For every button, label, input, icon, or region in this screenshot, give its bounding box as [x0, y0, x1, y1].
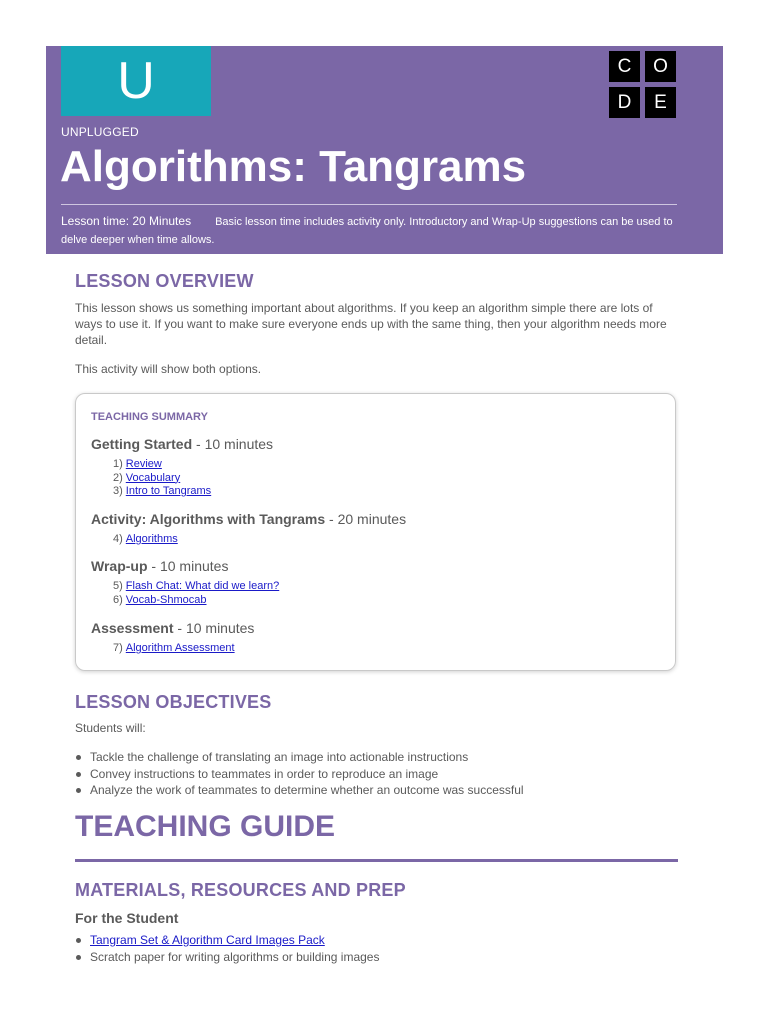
overview-paragraph-2: This activity will show both options.: [75, 362, 262, 376]
lesson-header: [46, 46, 723, 254]
logo-letter-c: C: [609, 51, 640, 82]
lesson-time: [61, 212, 681, 249]
list-item: 1) Review: [113, 458, 162, 470]
section-duration: - 20 minutes: [325, 511, 407, 527]
unplugged-badge: U: [61, 46, 211, 116]
objectives-heading: LESSON OBJECTIVES: [75, 692, 272, 712]
list-item: 3) Intro to Tangrams: [113, 485, 212, 497]
list-item: 2) Vocabulary: [113, 471, 181, 484]
summary-section-getting-started: [91, 436, 273, 452]
summary-section-assessment: [91, 620, 254, 636]
list-item: Convey instructions to teammates in order to reproduce an image: [75, 766, 524, 783]
section-duration: - 10 minutes: [173, 620, 255, 636]
vocab-shmocab-link[interactable]: Vocab-Shmocab: [125, 593, 207, 606]
section-title: Wrap-up: [91, 558, 148, 574]
logo-letter-e: E: [645, 87, 676, 118]
objectives-list: [75, 749, 524, 799]
materials-heading: MATERIALS, RESOURCES AND PREP: [75, 880, 406, 900]
list-item: Scratch paper for writing algorithms or building images: [75, 949, 379, 966]
lesson-category: UNPLUGGED: [61, 125, 139, 139]
section-title: Assessment: [91, 620, 174, 636]
student-materials-list: [75, 932, 379, 965]
student-heading: For the Student: [75, 910, 179, 926]
summary-items-wrap-up: [113, 580, 279, 607]
summary-items-assessment: [113, 642, 235, 656]
vocabulary-link[interactable]: Vocabulary: [125, 471, 181, 484]
summary-items-activity: [113, 533, 178, 547]
teaching-guide-divider: [75, 859, 678, 862]
code-logo: [609, 51, 677, 119]
logo-letter-d: D: [609, 87, 640, 118]
flash-chat-link[interactable]: Flash Chat: What did we learn?: [125, 580, 280, 592]
section-title: Getting Started: [91, 436, 193, 452]
page-title: Algorithms: Tangrams: [60, 142, 527, 191]
intro-to-tangrams-link[interactable]: Intro to Tangrams: [125, 485, 212, 497]
list-item: [75, 932, 379, 949]
algorithms-link[interactable]: Algorithms: [125, 533, 178, 545]
teaching-summary-label: TEACHING SUMMARY: [91, 411, 208, 423]
lesson-time-note: Basic lesson time includes activity only. Introductory and Wrap-Up suggestions can be used to delve deeper when time allows.: [61, 216, 673, 246]
objectives-intro: Students will:: [75, 721, 146, 735]
teaching-guide-title: TEACHING GUIDE: [75, 810, 336, 843]
header-divider: [61, 204, 677, 205]
review-link[interactable]: Review: [125, 458, 162, 470]
section-title: Activity: Algorithms with Tangrams: [91, 511, 326, 527]
teaching-summary-box: [75, 393, 676, 671]
algorithm-assessment-link[interactable]: Algorithm Assessment: [125, 642, 235, 654]
summary-section-activity: [91, 511, 406, 527]
section-duration: - 10 minutes: [147, 558, 229, 574]
overview-heading: LESSON OVERVIEW: [75, 271, 254, 291]
list-item: 7) Algorithm Assessment: [113, 642, 235, 654]
list-item: 6) Vocab-Shmocab: [113, 593, 207, 606]
list-item: 5) Flash Chat: What did we learn?: [113, 580, 280, 592]
summary-items-getting-started: [113, 458, 211, 499]
overview-paragraph: This lesson shows us something important about algorithms. If you keep an algorithm simple there are lots of ways to use it. If you want to make sure everyone ends up with the same thing, then your algorithm needs more detail.: [75, 301, 667, 347]
lesson-time-label: Lesson time: 20 Minutes: [61, 214, 192, 228]
list-item: Tackle the challenge of translating an image into actionable instructions: [75, 749, 524, 766]
list-item: Analyze the work of teammates to determine whether an outcome was successful: [75, 782, 524, 799]
section-duration: - 10 minutes: [192, 436, 274, 452]
summary-section-wrap-up: [91, 558, 228, 574]
tangram-set-link[interactable]: Tangram Set & Algorithm Card Images Pack: [90, 933, 325, 947]
list-item: 4) Algorithms: [113, 533, 178, 545]
logo-letter-o: O: [645, 51, 676, 82]
